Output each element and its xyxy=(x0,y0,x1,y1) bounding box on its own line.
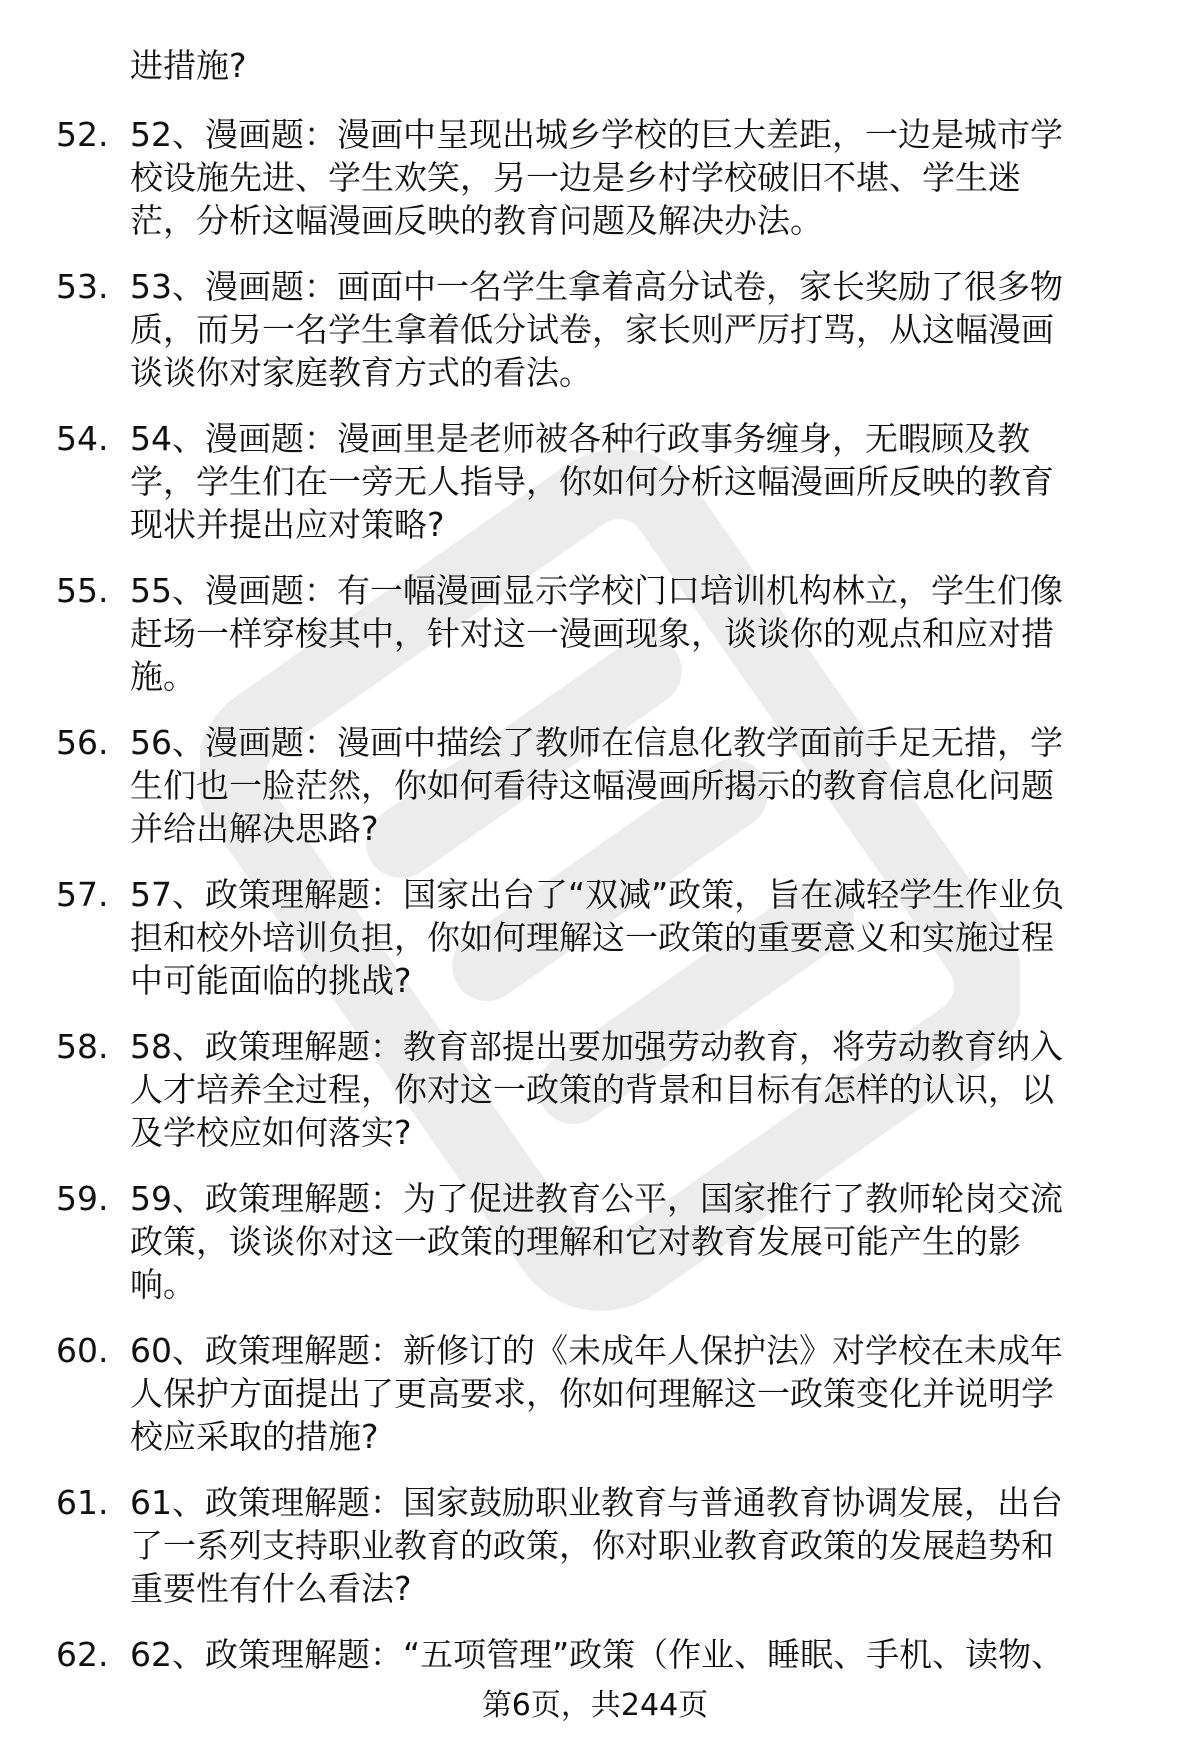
continuation-text: 进措施? xyxy=(130,46,247,85)
question-number: 57. xyxy=(56,875,109,914)
question-text-line: 及学校应如何落实? xyxy=(130,1113,412,1152)
question-number: 52. xyxy=(56,115,109,154)
question-item xyxy=(56,1481,1156,1610)
question-text-line: 60、政策理解题：新修订的《未成年人保护法》对学校在未成年 xyxy=(130,1331,1063,1370)
question-text-line: 担和校外培训负担，你如何理解这一政策的重要意义和实施过程 xyxy=(130,918,1054,957)
question-text-line: 57、政策理解题：国家出台了“双减”政策，旨在减轻学生作业负 xyxy=(130,875,1065,914)
question-item xyxy=(56,417,1156,546)
question-text-line: 赶场一样穿梭其中，针对这一漫画现象，谈谈你的观点和应对措 xyxy=(130,614,1054,653)
page-footer: 第6页，共244页 xyxy=(481,1688,709,1723)
question-text-line: 政策，谈谈你对这一政策的理解和它对教育发展可能产生的影 xyxy=(130,1222,1021,1261)
question-text-line: 62、政策理解题：“五项管理”政策（作业、睡眠、手机、读物、 xyxy=(130,1635,1065,1674)
question-text-line: 中可能面临的挑战? xyxy=(130,961,412,1000)
question-text-line: 54、漫画题：漫画里是老师被各种行政事务缠身，无暇顾及教 xyxy=(130,419,1030,458)
question-text-line: 56、漫画题：漫画中描绘了教师在信息化教学面前手足无措，学 xyxy=(130,723,1063,762)
question-text-line: 校设施先进、学生欢笑，另一边是乡村学校破旧不堪、学生迷 xyxy=(130,158,1021,197)
question-text-line: 人才培养全过程，你对这一政策的背景和目标有怎样的认识，以 xyxy=(130,1070,1054,1109)
question-text-line: 52、漫画题：漫画中呈现出城乡学校的巨大差距，一边是城市学 xyxy=(130,115,1063,154)
question-number: 61. xyxy=(56,1483,109,1522)
question-text-line: 施。 xyxy=(130,657,196,696)
question-list-content xyxy=(56,44,1156,1699)
question-item xyxy=(56,113,1156,242)
question-item xyxy=(56,873,1156,1002)
question-item xyxy=(56,1329,1156,1458)
question-text-line: 55、漫画题：有一幅漫画显示学校门口培训机构林立，学生们像 xyxy=(130,571,1063,610)
question-number: 58. xyxy=(56,1027,109,1066)
question-number: 59. xyxy=(56,1179,109,1218)
question-text-line: 学，学生们在一旁无人指导，你如何分析这幅漫画所反映的教育 xyxy=(130,462,1054,501)
question-item xyxy=(56,1025,1156,1154)
question-text-line: 响。 xyxy=(130,1265,196,1304)
question-text-line: 人保护方面提出了更高要求，你如何理解这一政策变化并说明学 xyxy=(130,1374,1054,1413)
question-item xyxy=(56,1633,1156,1676)
question-number: 62. xyxy=(56,1635,109,1674)
question-list xyxy=(56,113,1156,1676)
question-text-line: 谈谈你对家庭教育方式的看法。 xyxy=(130,353,592,392)
question-number: 54. xyxy=(56,419,109,458)
question-text-line: 并给出解决思路? xyxy=(130,809,379,848)
question-item xyxy=(56,265,1156,394)
question-number: 53. xyxy=(56,267,109,306)
question-item xyxy=(56,1177,1156,1306)
question-text-line: 61、政策理解题：国家鼓励职业教育与普通教育协调发展，出台 xyxy=(130,1483,1063,1522)
question-text-line: 重要性有什么看法? xyxy=(130,1569,412,1608)
question-text-line: 58、政策理解题：教育部提出要加强劳动教育，将劳动教育纳入 xyxy=(130,1027,1063,1066)
question-number: 55. xyxy=(56,571,109,610)
question-text-line: 了一系列支持职业教育的政策，你对职业教育政策的发展趋势和 xyxy=(130,1526,1054,1565)
question-text-line: 质，而另一名学生拿着低分试卷，家长则严厉打骂，从这幅漫画 xyxy=(130,310,1054,349)
question-number: 56. xyxy=(56,723,109,762)
question-item xyxy=(56,721,1156,850)
question-text-line: 生们也一脸茫然，你如何看待这幅漫画所揭示的教育信息化问题 xyxy=(130,766,1054,805)
question-text-line: 现状并提出应对策略? xyxy=(130,505,445,544)
question-item xyxy=(56,569,1156,698)
question-number: 60. xyxy=(56,1331,109,1370)
question-text-line: 59、政策理解题：为了促进教育公平，国家推行了教师轮岗交流 xyxy=(130,1179,1063,1218)
question-text-line: 校应采取的措施? xyxy=(130,1417,379,1456)
question-text-line: 53、漫画题：画面中一名学生拿着高分试卷，家长奖励了很多物 xyxy=(130,267,1063,306)
question-text-line: 茫，分析这幅漫画反映的教育问题及解决办法。 xyxy=(130,201,823,240)
